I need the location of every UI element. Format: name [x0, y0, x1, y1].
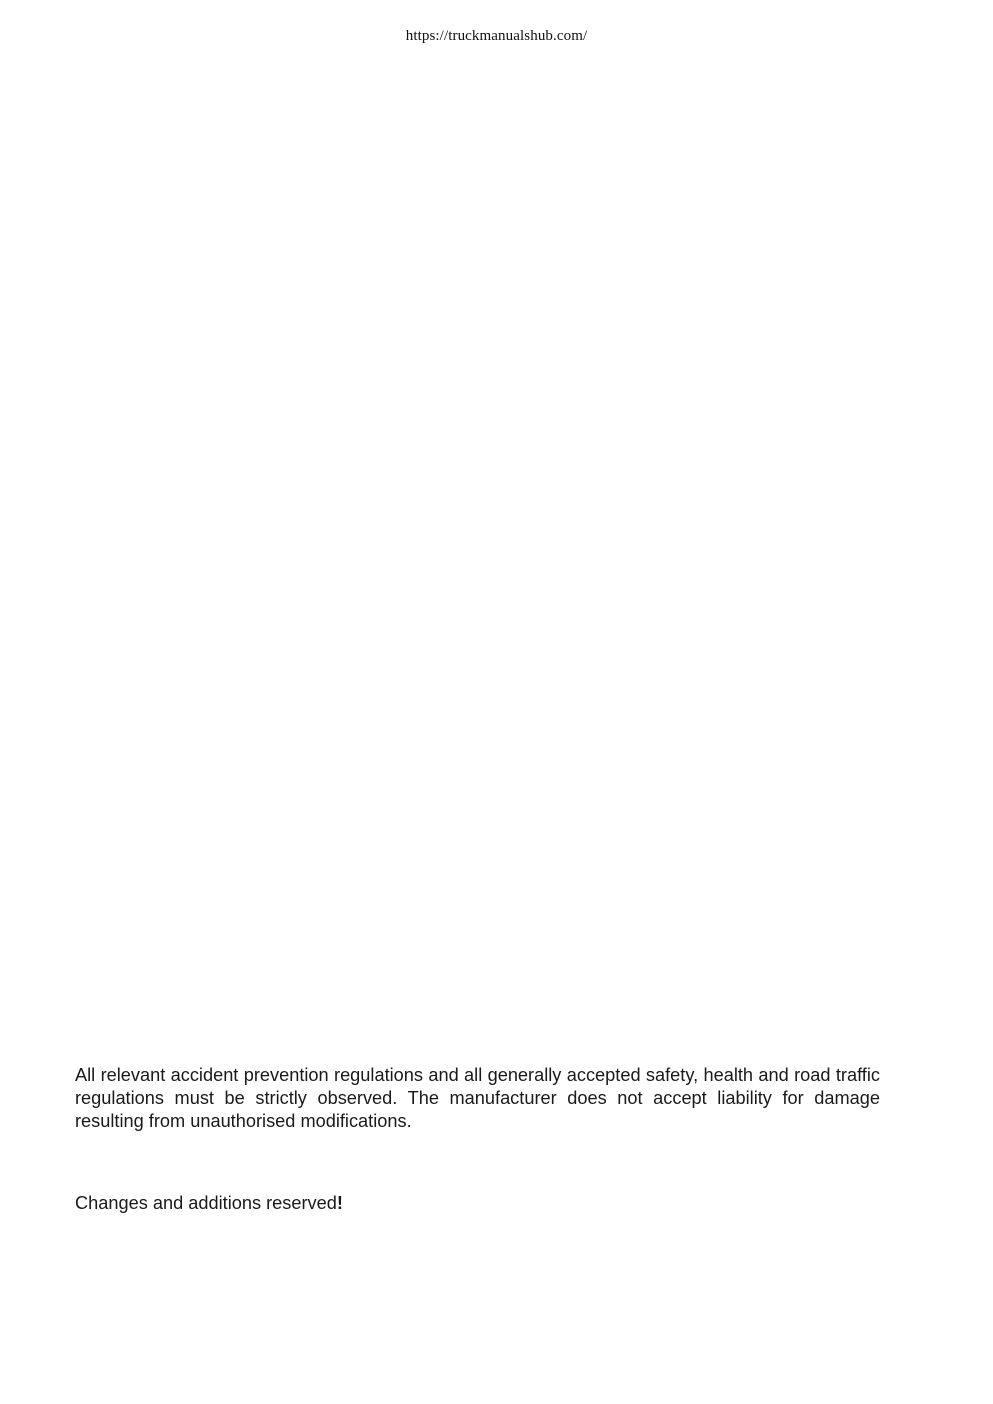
reserved-exclamation: !	[336, 1193, 343, 1213]
reserved-text: Changes and additions reserved	[75, 1193, 337, 1213]
reserved-notice	[75, 1192, 343, 1215]
header-url: https://truckmanualshub.com/	[405, 28, 588, 44]
safety-disclaimer: All relevant accident prevention regulations and all generally accepted safety, health and road traffic regulations must be strictly observed. The manufacturer does not accept liability for damage resulting from unauthorised modifications.	[75, 1065, 880, 1132]
